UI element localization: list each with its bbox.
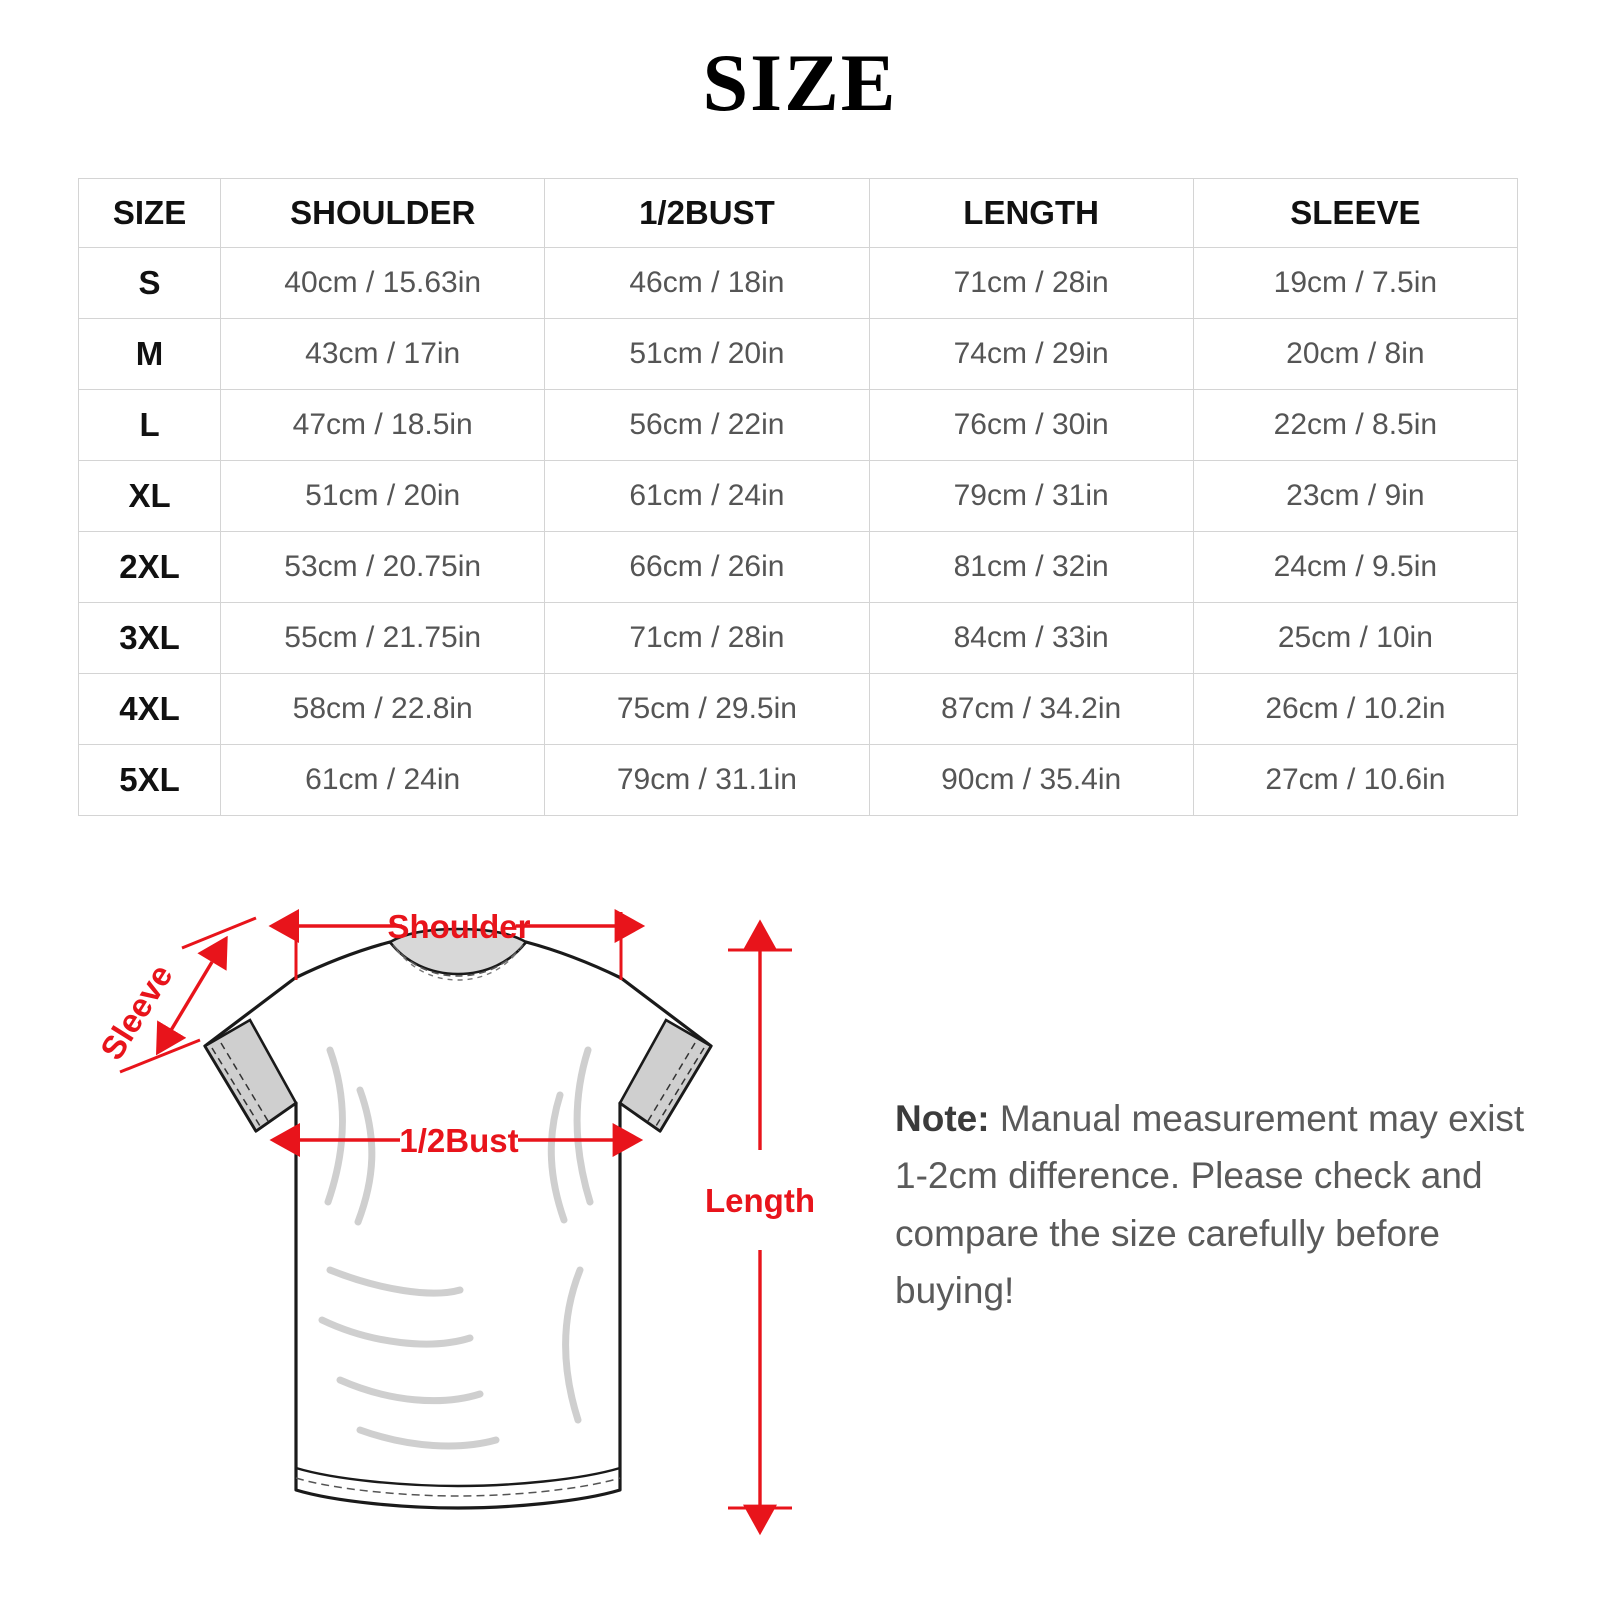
column-header-size: SIZE <box>79 179 221 248</box>
cell-bust: 79cm / 31.1in <box>545 745 869 816</box>
cell-shoulder: 51cm / 20in <box>221 461 545 532</box>
cell-sleeve: 22cm / 8.5in <box>1193 390 1517 461</box>
cell-shoulder: 58cm / 22.8in <box>221 674 545 745</box>
cell-sleeve: 26cm / 10.2in <box>1193 674 1517 745</box>
cell-sleeve: 27cm / 10.6in <box>1193 745 1517 816</box>
shoulder-label: Shoulder <box>387 908 531 945</box>
cell-bust: 75cm / 29.5in <box>545 674 869 745</box>
table-row <box>79 319 1518 390</box>
cell-length: 79cm / 31in <box>869 461 1193 532</box>
note-label: Note: <box>895 1098 990 1139</box>
note-text: Manual measurement may exist 1-2cm difference. Please check and compare the size carefully before buying! <box>895 1098 1525 1312</box>
cell-length: 71cm / 28in <box>869 248 1193 319</box>
cell-bust: 71cm / 28in <box>545 603 869 674</box>
length-label: Length <box>705 1182 815 1219</box>
cell-shoulder: 47cm / 18.5in <box>221 390 545 461</box>
half-bust-label: 1/2Bust <box>399 1122 519 1159</box>
cell-shoulder: 43cm / 17in <box>221 319 545 390</box>
cell-sleeve: 25cm / 10in <box>1193 603 1517 674</box>
cell-shoulder: 61cm / 24in <box>221 745 545 816</box>
cell-length: 81cm / 32in <box>869 532 1193 603</box>
cell-shoulder: 40cm / 15.63in <box>221 248 545 319</box>
tshirt-illustration <box>205 929 711 1508</box>
table-row <box>79 532 1518 603</box>
sleeve-label: Sleeve <box>92 957 180 1067</box>
cell-shoulder: 53cm / 20.75in <box>221 532 545 603</box>
cell-size: 4XL <box>79 674 221 745</box>
page-title: SIZE <box>702 37 898 128</box>
measurement-note <box>895 1090 1555 1319</box>
cell-length: 87cm / 34.2in <box>869 674 1193 745</box>
table-row <box>79 745 1518 816</box>
cell-size: L <box>79 390 221 461</box>
table-row <box>79 603 1518 674</box>
cell-size: 3XL <box>79 603 221 674</box>
cell-sleeve: 19cm / 7.5in <box>1193 248 1517 319</box>
cell-size: XL <box>79 461 221 532</box>
column-header-sleeve: SLEEVE <box>1193 179 1517 248</box>
cell-length: 84cm / 33in <box>869 603 1193 674</box>
table-row <box>79 461 1518 532</box>
column-header-length: LENGTH <box>869 179 1193 248</box>
size-chart-table <box>78 178 1518 816</box>
cell-bust: 56cm / 22in <box>545 390 869 461</box>
cell-size: S <box>79 248 221 319</box>
cell-sleeve: 20cm / 8in <box>1193 319 1517 390</box>
cell-length: 74cm / 29in <box>869 319 1193 390</box>
cell-size: 2XL <box>79 532 221 603</box>
table-row <box>79 674 1518 745</box>
table-header-row <box>79 179 1518 248</box>
cell-bust: 46cm / 18in <box>545 248 869 319</box>
cell-sleeve: 24cm / 9.5in <box>1193 532 1517 603</box>
cell-bust: 51cm / 20in <box>545 319 869 390</box>
table-row <box>79 390 1518 461</box>
tshirt-measurement-diagram <box>60 850 850 1550</box>
cell-size: M <box>79 319 221 390</box>
cell-length: 90cm / 35.4in <box>869 745 1193 816</box>
length-dimension <box>705 950 815 1508</box>
cell-bust: 61cm / 24in <box>545 461 869 532</box>
cell-length: 76cm / 30in <box>869 390 1193 461</box>
table-row <box>79 248 1518 319</box>
cell-shoulder: 55cm / 21.75in <box>221 603 545 674</box>
column-header-shoulder: SHOULDER <box>221 179 545 248</box>
cell-bust: 66cm / 26in <box>545 532 869 603</box>
cell-size: 5XL <box>79 745 221 816</box>
column-header-bust: 1/2BUST <box>545 179 869 248</box>
cell-sleeve: 23cm / 9in <box>1193 461 1517 532</box>
